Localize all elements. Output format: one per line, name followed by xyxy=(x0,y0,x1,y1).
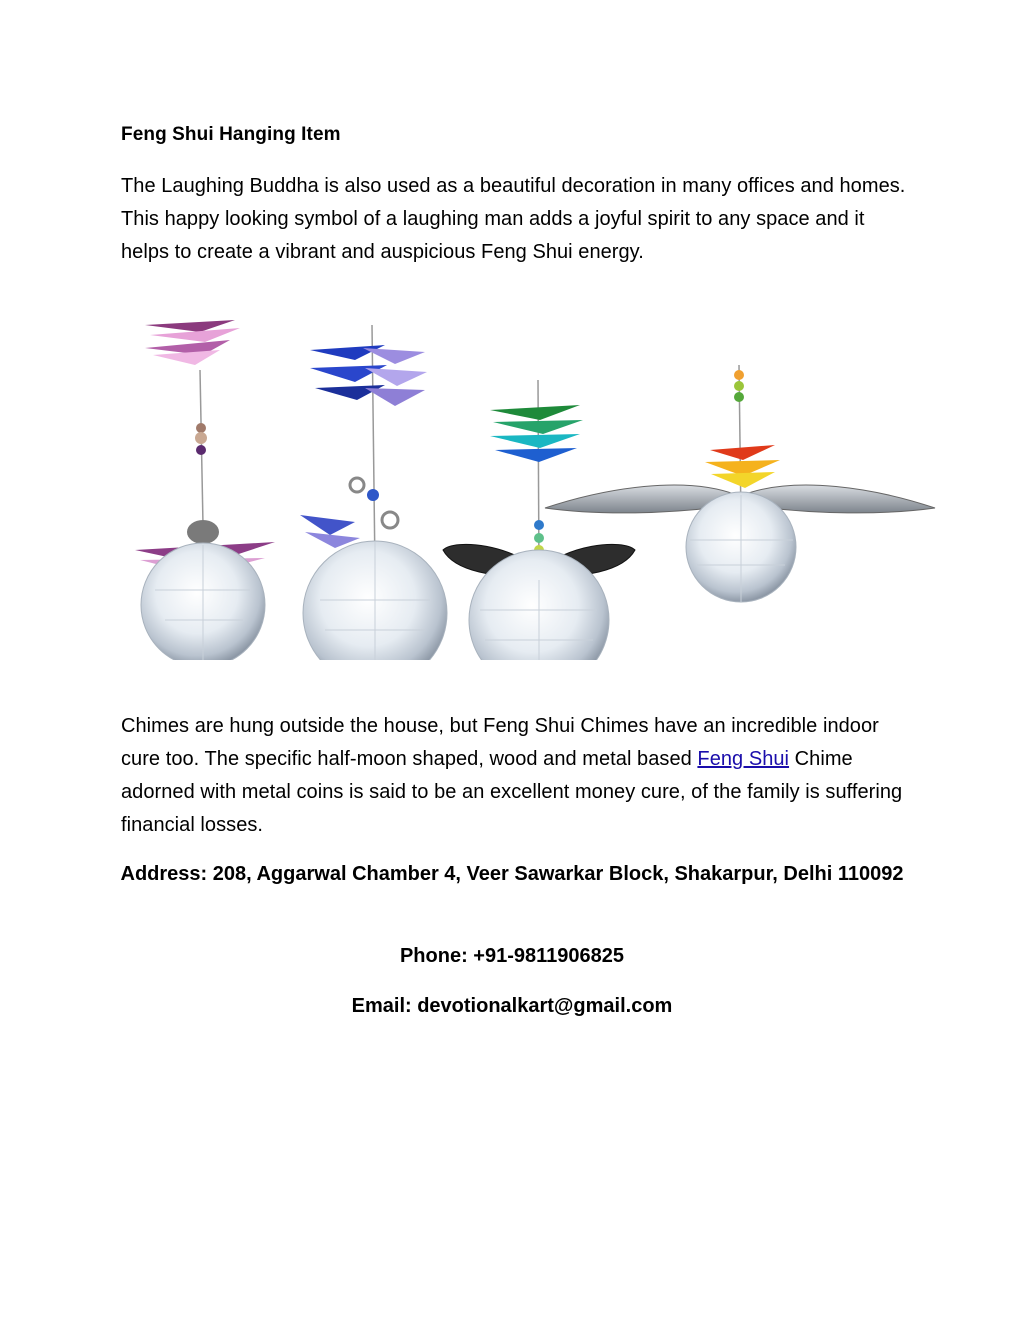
suncatcher-pink-purple xyxy=(135,320,275,660)
chimes-text-before-link: Chimes are hung outside the house, but Feng Shui Chimes have an incredible indoor cure too. The specific half-moon shaped, wood and metal based xyxy=(121,715,879,770)
address-line: Address: 208, Aggarwal Chamber 4, Veer Sawarkar Block, Shakarpur, Delhi 110092 xyxy=(120,863,904,885)
feng-shui-link[interactable]: Feng Shui xyxy=(697,748,790,770)
intro-paragraph: The Laughing Buddha is also used as a beautiful decoration in many offices and homes. This happy looking symbol of a laughing man adds a joyful spirit to any space and it helps to create a vibrant and auspicious Feng Shui energy. xyxy=(121,175,906,263)
feng-shui-suncatchers-image xyxy=(125,310,940,660)
chimes-paragraph xyxy=(121,710,911,842)
suncatcher-blue-lavender xyxy=(300,325,447,660)
page-heading: Feng Shui Hanging Item xyxy=(121,124,341,145)
suncatcher-rainbow-butterfly xyxy=(443,380,635,660)
email-line: Email: devotionalkart@gmail.com xyxy=(351,995,673,1017)
phone-line: Phone: +91-9811906825 xyxy=(399,945,625,967)
chimes-text-after-link: Chime adorned with metal coins is said to be an excellent money cure, of the family is suffering financial losses. xyxy=(121,748,903,836)
